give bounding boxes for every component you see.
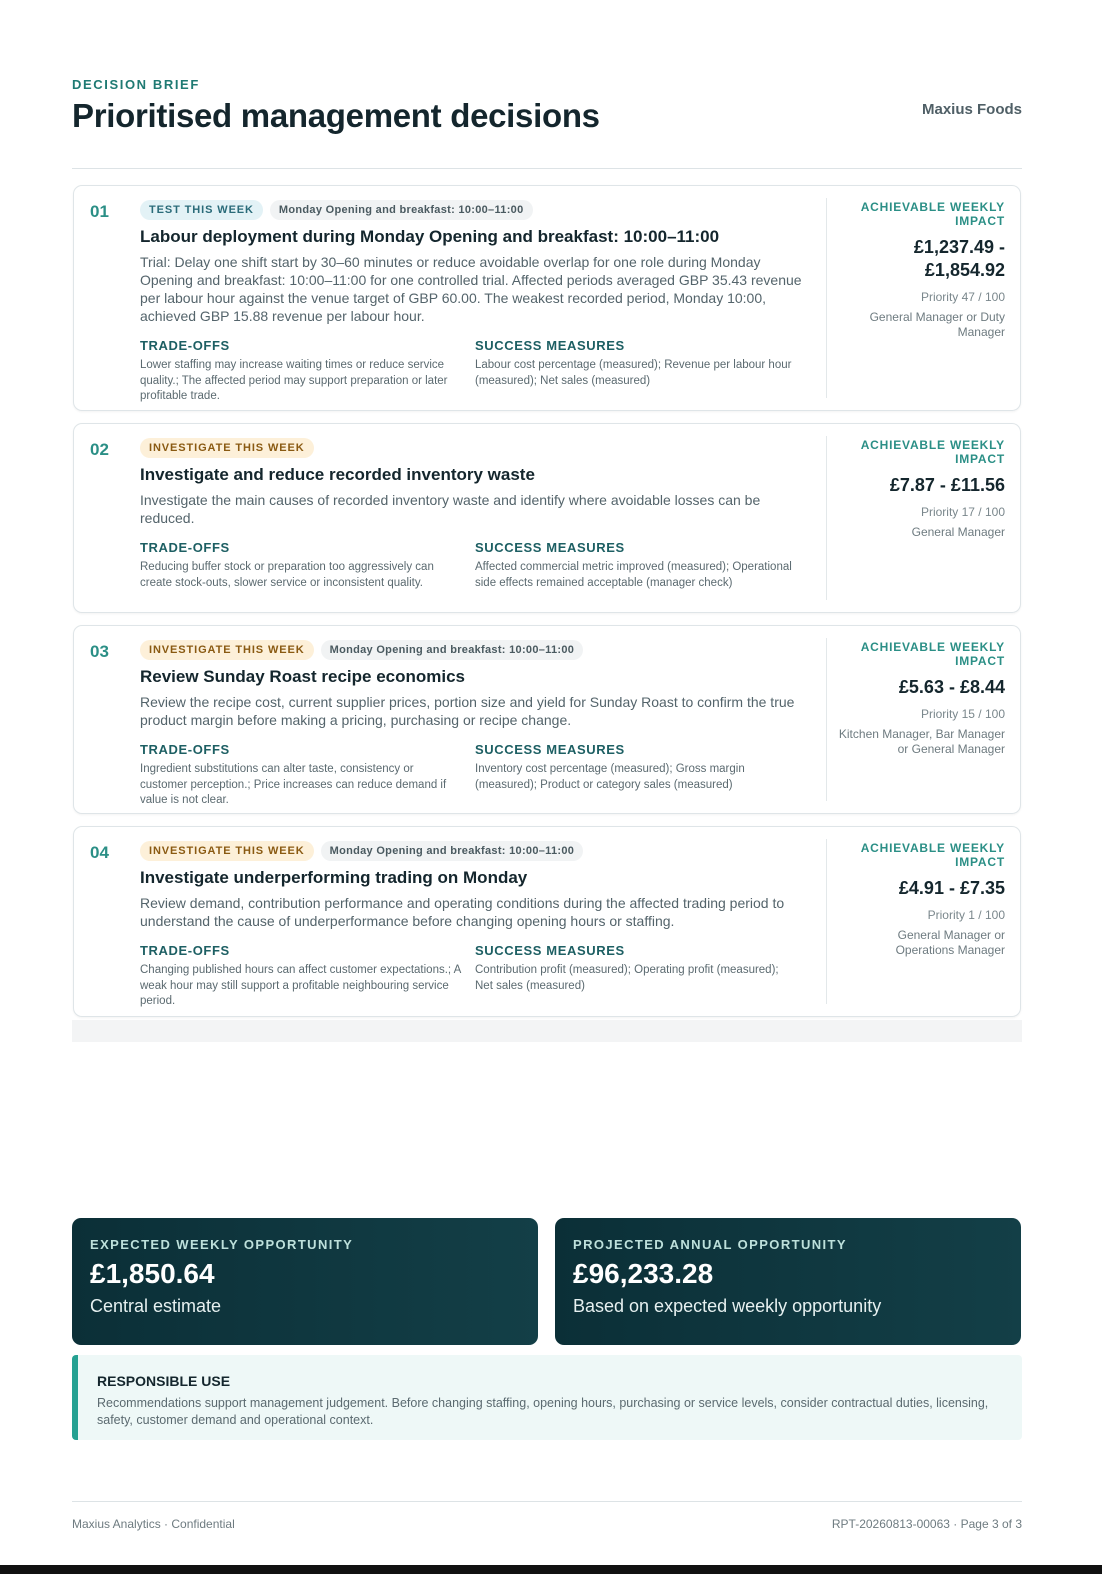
report-page xyxy=(72,0,1022,1574)
success-measures-heading: SUCCESS MEASURES xyxy=(475,742,625,757)
impact-amount: £4.91 - £7.35 xyxy=(898,878,1005,898)
success-measures-text: Labour cost percentage (measured); Revenue per labour hour (measured); Net sales (measured) xyxy=(475,359,792,387)
success-measures-heading: SUCCESS MEASURES xyxy=(475,943,625,958)
decision-number: 03 xyxy=(90,642,109,661)
footer-left: Maxius Analytics · Confidential xyxy=(72,1517,235,1531)
page-header xyxy=(72,77,1022,169)
kpi-annual-opportunity xyxy=(555,1218,1021,1345)
success-measures-heading: SUCCESS MEASURES xyxy=(475,338,625,353)
tradeoffs-heading: TRADE-OFFS xyxy=(140,742,230,757)
action-badge: INVESTIGATE THIS WEEK xyxy=(140,438,314,458)
decision-body xyxy=(140,640,810,809)
impact-panel xyxy=(825,841,1005,958)
kpi-weekly-opportunity xyxy=(72,1218,538,1345)
success-measures-text: Affected commercial metric improved (measured); Operational side effects remained acceptable (manager check) xyxy=(475,561,792,589)
success-measures-text: Inventory cost percentage (measured); Gross margin (measured); Product or category sales (measured) xyxy=(475,763,745,791)
decision-description: Trial: Delay one shift start by 30–60 minutes or reduce avoidable overlap for one role during Monday Opening and breakfast: 10:00–11:00 for one controlled trial. Affected periods averaged GBP 35.43 revenue per labour hour against the venue target of GBP 60.00. The weakest recorded period, Monday 10:00, achieved GBP 15.88 revenue per labour hour. xyxy=(140,254,802,324)
impact-amount: £7.87 - £11.56 xyxy=(889,475,1005,495)
responsible-use-note xyxy=(72,1355,1022,1440)
kpi-value: £1,850.64 xyxy=(90,1258,215,1289)
decision-card-03 xyxy=(73,625,1021,814)
action-badge: INVESTIGATE THIS WEEK xyxy=(140,640,314,660)
priority-score: Priority 47 / 100 xyxy=(920,290,1005,304)
period-badge: Monday Opening and breakfast: 10:00–11:00 xyxy=(321,640,584,660)
decision-card-04 xyxy=(73,826,1021,1017)
company-name: Maxius Foods xyxy=(921,101,1022,118)
decision-description: Review the recipe cost, current supplier prices, portion size and yield for Sunday Roast to confirm the true product margin before making a pricing, purchasing or recipe change. xyxy=(140,694,795,728)
bottom-edge-bar xyxy=(0,1565,1102,1574)
impact-panel xyxy=(825,200,1005,340)
decision-title: Review Sunday Roast recipe economics xyxy=(140,667,466,686)
owner: General Manager or Duty Manager xyxy=(869,310,1005,339)
decision-card-01 xyxy=(73,185,1021,411)
eyebrow-label: DECISION BRIEF xyxy=(72,77,200,92)
period-badge: Monday Opening and breakfast: 10:00–11:00 xyxy=(321,841,584,861)
decision-number: 01 xyxy=(90,202,109,221)
tradeoffs-heading: TRADE-OFFS xyxy=(140,338,230,353)
tradeoffs-heading: TRADE-OFFS xyxy=(140,540,230,555)
owner: General Manager or Operations Manager xyxy=(895,928,1005,957)
kpi-value: £96,233.28 xyxy=(573,1258,714,1289)
footer-right: RPT-20260813-00063 · Page 3 of 3 xyxy=(831,1517,1022,1531)
decision-title: Investigate underperforming trading on Monday xyxy=(140,868,528,887)
impact-panel xyxy=(825,438,1005,540)
priority-score: Priority 15 / 100 xyxy=(920,707,1005,721)
impact-panel xyxy=(825,640,1005,757)
decision-body xyxy=(140,438,810,591)
action-badge: TEST THIS WEEK xyxy=(140,200,263,220)
decision-description: Investigate the main causes of recorded inventory waste and identify where avoidable losses can be reduced. xyxy=(140,492,761,526)
tradeoffs-text: Changing published hours can affect customer expectations.; A weak hour may still support a profitable neighbouring service period. xyxy=(140,964,461,1007)
section-band xyxy=(72,1020,1022,1042)
responsible-use-title: RESPONSIBLE USE xyxy=(97,1373,231,1389)
impact-amount: £1,237.49 - £1,854.92 xyxy=(913,237,1005,280)
impact-label: ACHIEVABLE WEEKLY IMPACT xyxy=(860,640,1005,668)
success-measures-heading: SUCCESS MEASURES xyxy=(475,540,625,555)
page-title: Prioritised management decisions xyxy=(72,97,600,134)
decision-number: 02 xyxy=(90,440,109,459)
decision-title: Labour deployment during Monday Opening and breakfast: 10:00–11:00 xyxy=(140,227,720,246)
kpi-subtitle: Central estimate xyxy=(90,1296,222,1316)
decision-title: Investigate and reduce recorded inventory waste xyxy=(140,465,535,484)
impact-label: ACHIEVABLE WEEKLY IMPACT xyxy=(860,200,1005,228)
decision-body xyxy=(140,841,810,1010)
owner: General Manager xyxy=(911,525,1005,539)
impact-label: ACHIEVABLE WEEKLY IMPACT xyxy=(860,841,1005,869)
impact-amount: £5.63 - £8.44 xyxy=(898,677,1005,697)
priority-score: Priority 1 / 100 xyxy=(927,908,1005,922)
kpi-label: EXPECTED WEEKLY OPPORTUNITY xyxy=(90,1237,354,1252)
responsible-use-text: Recommendations support management judgement. Before changing staffing, opening hours, purchasing or service levels, consider contractual duties, licensing, safety, customer demand and operational context. xyxy=(97,1396,989,1427)
tradeoffs-text: Ingredient substitutions can alter taste, consistency or customer perception.; Price increases can reduce demand if value is not clear. xyxy=(140,763,447,806)
owner: Kitchen Manager, Bar Manager or General Manager xyxy=(838,727,1005,756)
tradeoffs-text: Lower staffing may increase waiting times or reduce service quality.; The affected period may support preparation or later profitable trade. xyxy=(140,359,448,402)
decision-card-02 xyxy=(73,423,1021,613)
tradeoffs-text: Reducing buffer stock or preparation too aggressively can create stock-outs, slower service or inconsistent quality. xyxy=(140,561,434,589)
period-badge: Monday Opening and breakfast: 10:00–11:00 xyxy=(270,200,533,220)
action-badge: INVESTIGATE THIS WEEK xyxy=(140,841,314,861)
priority-score: Priority 17 / 100 xyxy=(920,505,1005,519)
kpi-subtitle: Based on expected weekly opportunity xyxy=(573,1296,882,1316)
page-footer xyxy=(72,1501,1022,1531)
decision-body xyxy=(140,200,810,405)
impact-label: ACHIEVABLE WEEKLY IMPACT xyxy=(860,438,1005,466)
success-measures-text: Contribution profit (measured); Operating profit (measured); Net sales (measured) xyxy=(475,964,779,992)
tradeoffs-heading: TRADE-OFFS xyxy=(140,943,230,958)
decision-number: 04 xyxy=(90,843,109,862)
kpi-label: PROJECTED ANNUAL OPPORTUNITY xyxy=(573,1237,847,1252)
decision-description: Review demand, contribution performance and operating conditions during the affected trading period to understand the cause of underperformance before changing opening hours or staffing. xyxy=(140,895,785,929)
